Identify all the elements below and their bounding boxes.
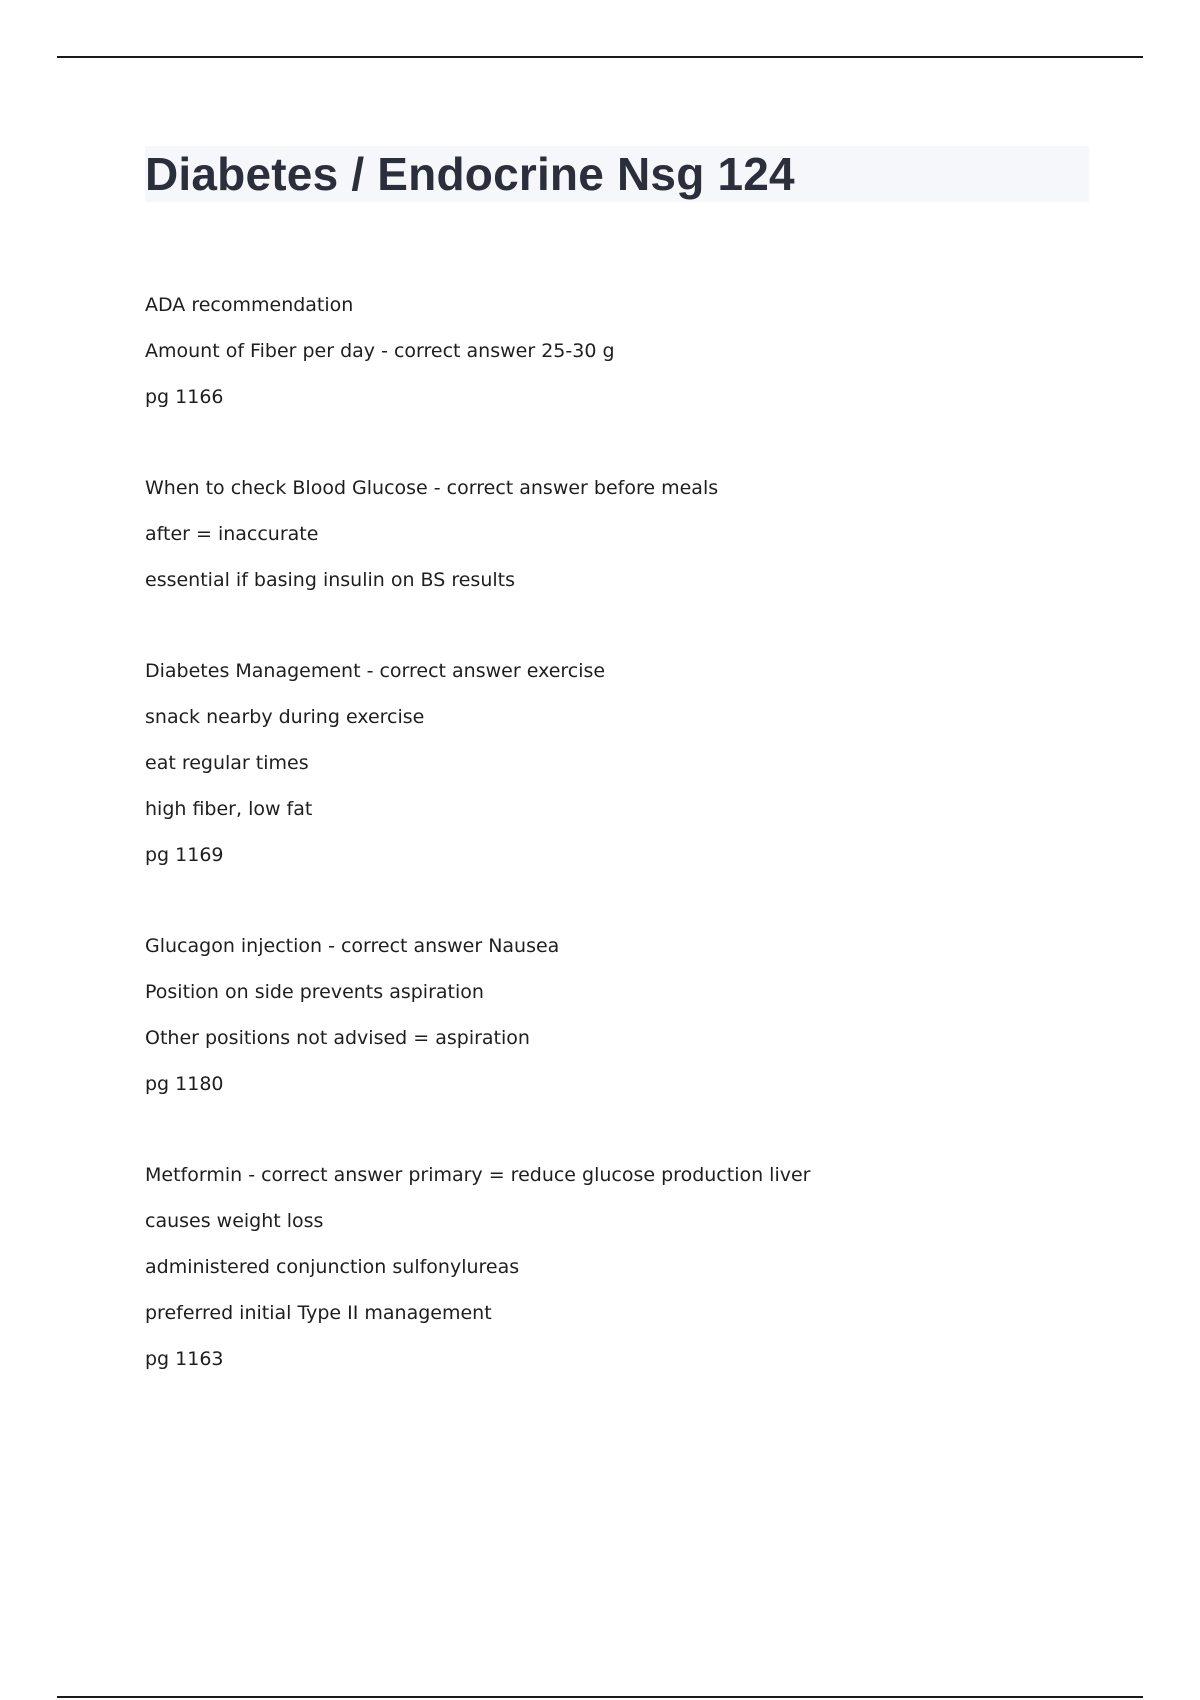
card-line: Metformin - correct answer primary = reduce glucose production liver — [145, 1164, 811, 1186]
card-line: pg 1169 — [145, 844, 224, 866]
card-line: pg 1163 — [145, 1348, 224, 1370]
top-rule — [57, 56, 1143, 58]
bottom-rule — [57, 1696, 1143, 1698]
flashcard-blood-glucose — [145, 473, 1089, 611]
card-line: pg 1166 — [145, 386, 224, 408]
card-line: ADA recommendation — [145, 294, 354, 316]
flashcard-ada-fiber — [145, 290, 1089, 428]
card-line: Glucagon injection - correct answer Nausea — [145, 935, 560, 957]
card-line: preferred initial Type II management — [145, 1302, 492, 1324]
flashcard-metformin — [145, 1160, 1089, 1390]
flashcard-glucagon — [145, 931, 1089, 1115]
card-line: high fiber, low fat — [145, 798, 313, 820]
card-line: essential if basing insulin on BS results — [145, 569, 515, 591]
card-line: causes weight loss — [145, 1210, 324, 1232]
card-line: after = inaccurate — [145, 523, 319, 545]
card-line: When to check Blood Glucose - correct answer before meals — [145, 477, 719, 499]
card-line: administered conjunction sulfonylureas — [145, 1256, 520, 1278]
card-line: Position on side prevents aspiration — [145, 981, 484, 1003]
card-line: Diabetes Management - correct answer exercise — [145, 660, 606, 682]
card-line: snack nearby during exercise — [145, 706, 425, 728]
card-line: pg 1180 — [145, 1073, 224, 1095]
card-line: Other positions not advised = aspiration — [145, 1027, 530, 1049]
card-line: Amount of Fiber per day - correct answer 25-30 g — [145, 340, 615, 362]
document-title: Diabetes / Endocrine Nsg 124 — [145, 148, 795, 200]
document-body — [145, 290, 1089, 1435]
card-line: eat regular times — [145, 752, 309, 774]
flashcard-diabetes-management — [145, 656, 1089, 886]
